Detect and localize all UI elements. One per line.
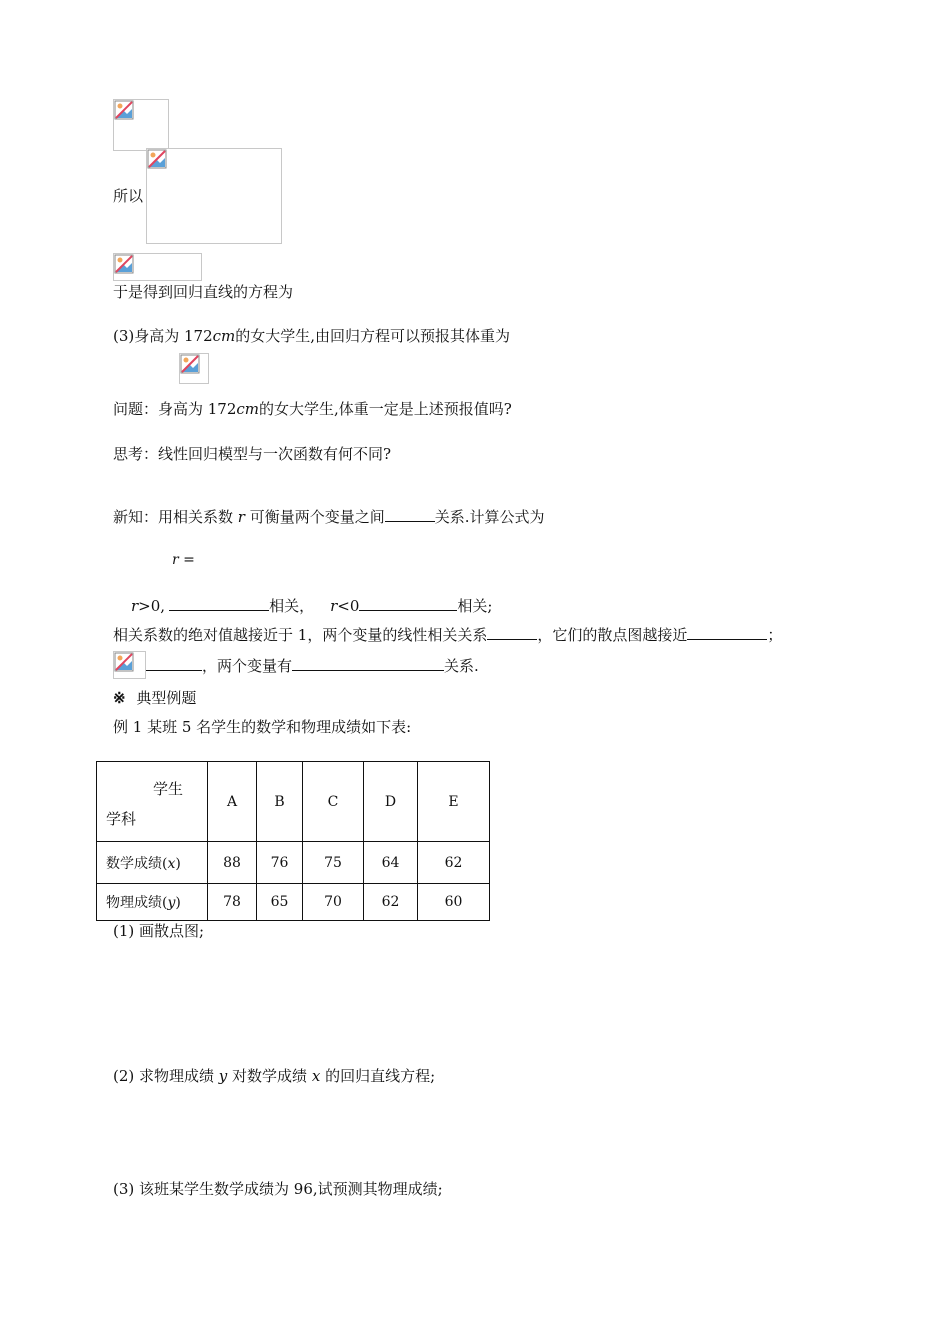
near-zero-line: ，两个变量有 关系. <box>146 655 479 676</box>
broken-image-icon <box>114 652 134 672</box>
table-cell: 75 <box>303 842 364 884</box>
table-row-label: 物理成绩(y) <box>97 884 208 921</box>
table-cell: 88 <box>208 842 257 884</box>
table-cell: 62 <box>418 842 490 884</box>
table-cell: 60 <box>418 884 490 921</box>
scores-table <box>96 761 490 921</box>
table-cell: 70 <box>303 884 364 921</box>
so-text: 所以 <box>113 187 144 205</box>
fill-blank <box>146 655 202 671</box>
regression-eq-text: 于是得到回归直线的方程为 <box>113 283 294 301</box>
table-corner-cell: 学生 学科 <box>97 762 208 842</box>
fill-blank <box>385 506 435 522</box>
fill-blank <box>169 595 269 611</box>
table-col-header: C <box>303 762 364 842</box>
table-row <box>97 842 490 884</box>
table-cell: 78 <box>208 884 257 921</box>
table-col-header: E <box>418 762 490 842</box>
formula-image-1 <box>113 99 169 151</box>
r-sign-line: r>0, 相关， r<0 相关; <box>131 597 493 615</box>
abs-value-line: 相关系数的绝对值越接近于 1，两个变量的线性相关关系 ，它们的散点图越接近 ； <box>113 626 783 644</box>
formula-image-4 <box>179 353 209 384</box>
new-knowledge-text: 新知：用相关系数 r 可衡量两个变量之间 关系.计算公式为 <box>113 508 545 526</box>
question-3-text: (3)身高为 172cm的女大学生,由回归方程可以预报其体重为 <box>113 327 511 345</box>
table-cell: 76 <box>257 842 303 884</box>
table-col-header: B <box>257 762 303 842</box>
table-row <box>97 884 490 921</box>
part-2-text: (2) 求物理成绩 y 对数学成绩 x 的回归直线方程; <box>113 1067 436 1085</box>
table-row-label: 数学成绩(x) <box>97 842 208 884</box>
table-col-header: A <box>208 762 257 842</box>
table-cell: 62 <box>364 884 418 921</box>
table-cell: 64 <box>364 842 418 884</box>
fill-blank <box>359 595 457 611</box>
think-text: 思考：线性回归模型与一次函数有何不同? <box>113 445 392 463</box>
table-cell: 65 <box>257 884 303 921</box>
fill-blank <box>487 624 537 640</box>
table-header-row <box>97 762 490 842</box>
broken-image-icon <box>114 254 134 274</box>
formula-image-3 <box>113 253 202 281</box>
broken-image-icon <box>114 100 134 120</box>
section-heading: ※ 典型例题 <box>113 689 197 707</box>
fill-blank <box>687 624 767 640</box>
table-col-header: D <box>364 762 418 842</box>
part-3-text: (3) 该班某学生数学成绩为 96,试预测其物理成绩; <box>113 1180 443 1198</box>
formula-image-2 <box>146 148 282 244</box>
r-formula-label: r = <box>172 552 195 568</box>
question-text: 问题：身高为 172cm的女大学生,体重一定是上述预报值吗? <box>113 400 512 418</box>
example-1-text: 例 1 某班 5 名学生的数学和物理成绩如下表: <box>113 718 412 736</box>
broken-image-icon <box>147 149 167 169</box>
broken-image-icon <box>180 354 200 374</box>
fill-blank <box>292 655 444 671</box>
part-1-text: (1) 画散点图; <box>113 922 205 940</box>
formula-image-5 <box>113 651 146 679</box>
reference-mark-icon: ※ <box>113 689 126 707</box>
